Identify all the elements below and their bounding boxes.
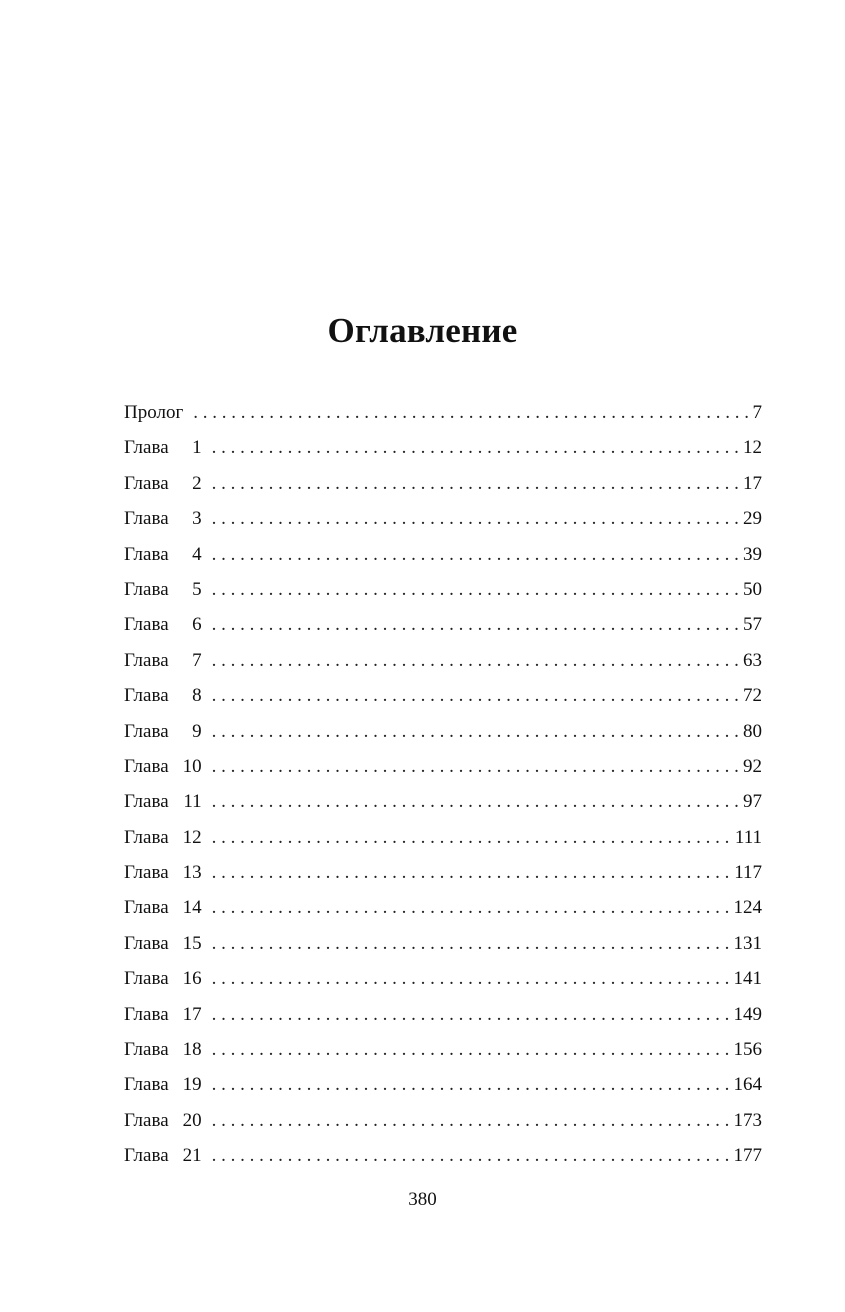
toc-entry-title: Глава <box>124 932 169 954</box>
dot-leader <box>212 607 741 642</box>
toc-entry-page: 141 <box>733 968 762 990</box>
toc-entry-number: 12 <box>182 826 202 848</box>
dot-leader <box>212 961 732 996</box>
toc-entry-number: 2 <box>192 472 202 494</box>
toc-entry-chapter[interactable] <box>124 430 762 465</box>
toc-entry-chapter[interactable] <box>124 890 762 925</box>
toc-entry-number: 15 <box>182 932 202 954</box>
toc-entry-number: 16 <box>182 968 202 990</box>
toc-entry-label <box>124 678 202 713</box>
toc-entry-page: 177 <box>733 1145 762 1167</box>
toc-entry-title: Глава <box>124 897 169 919</box>
toc-entry-chapter[interactable] <box>124 784 762 819</box>
toc-entry-label <box>124 572 202 607</box>
toc-entry-label <box>124 501 202 536</box>
page-number: 380 <box>408 1189 437 1210</box>
toc-entry-chapter[interactable] <box>124 749 762 784</box>
toc-entry-page: 156 <box>733 1039 762 1061</box>
toc-entry-title: Пролог <box>124 402 184 423</box>
toc-entry-label <box>124 961 202 996</box>
toc-entry-label <box>124 1103 202 1138</box>
toc-entry-label <box>124 784 202 819</box>
toc-entry-label <box>124 997 202 1032</box>
toc-entry-label <box>124 1032 202 1067</box>
toc-entry-title: Глава <box>124 1109 169 1131</box>
toc-entry-page: 111 <box>734 826 762 848</box>
toc-entry-title: Глава <box>124 1074 169 1096</box>
toc-entry-chapter[interactable] <box>124 926 762 961</box>
toc-entry-label <box>124 607 202 642</box>
toc-entry-number: 19 <box>182 1074 202 1096</box>
toc-entry-chapter[interactable] <box>124 466 762 501</box>
toc-entry-page: 131 <box>733 932 762 954</box>
toc-entry-label <box>124 537 202 572</box>
toc-entry-title: Глава <box>124 968 169 990</box>
toc-entry-label <box>124 643 202 678</box>
dot-leader <box>212 1103 732 1138</box>
toc-entry-title: Глава <box>124 791 169 813</box>
toc-entry-label <box>124 820 202 855</box>
toc-entry-number: 5 <box>192 578 202 600</box>
dot-leader <box>212 466 741 501</box>
toc-entry-page: 63 <box>743 649 762 671</box>
dot-leader <box>212 430 741 465</box>
toc-entry-number: 13 <box>182 862 202 884</box>
toc-entry-label <box>124 855 202 890</box>
toc-entry-label <box>124 466 202 501</box>
toc-entry-title: Глава <box>124 472 169 494</box>
toc-entry-number: 3 <box>192 508 202 530</box>
toc-entry-title: Глава <box>124 543 169 565</box>
toc-entry-chapter[interactable] <box>124 1032 762 1067</box>
toc-entry-number: 18 <box>182 1039 202 1061</box>
toc-entry-page: 39 <box>743 543 762 565</box>
toc-entry-title: Глава <box>124 720 169 742</box>
toc-entry-number: 10 <box>182 755 202 777</box>
toc-entry-chapter[interactable] <box>124 572 762 607</box>
toc-entry-chapter[interactable] <box>124 855 762 890</box>
toc-entry-chapter[interactable] <box>124 714 762 749</box>
toc-entry-page: 72 <box>743 685 762 707</box>
toc-entry-number: 8 <box>192 685 202 707</box>
dot-leader <box>212 1032 732 1067</box>
toc-entry-page: 173 <box>733 1109 762 1131</box>
toc-entry-page: 7 <box>752 402 762 423</box>
dot-leader <box>212 572 741 607</box>
dot-leader <box>212 997 732 1032</box>
toc-entry-label <box>124 430 202 465</box>
toc-entry-title: Глава <box>124 755 169 777</box>
toc-entry-chapter[interactable] <box>124 820 762 855</box>
dot-leader <box>212 1138 732 1173</box>
toc-entry-page: 149 <box>733 1003 762 1025</box>
toc-entry-title: Глава <box>124 614 169 636</box>
toc-entry-number: 17 <box>182 1003 202 1025</box>
toc-entry-chapter[interactable] <box>124 537 762 572</box>
toc-entry-chapter[interactable] <box>124 607 762 642</box>
toc-entry-number: 21 <box>182 1145 202 1167</box>
dot-leader <box>212 749 741 784</box>
table-of-contents <box>124 395 762 1174</box>
toc-entry-label <box>124 926 202 961</box>
toc-entry-title: Глава <box>124 437 169 459</box>
toc-entry-chapter[interactable] <box>124 961 762 996</box>
toc-entry-label <box>124 749 202 784</box>
toc-entry-number: 1 <box>192 437 202 459</box>
dot-leader <box>212 926 732 961</box>
toc-entry-title: Глава <box>124 1003 169 1025</box>
toc-entry-page: 164 <box>733 1074 762 1096</box>
dot-leader <box>212 784 741 819</box>
toc-entry-page: 97 <box>743 791 762 813</box>
toc-entry-number: 7 <box>192 649 202 671</box>
toc-entry-page: 50 <box>743 578 762 600</box>
dot-leader <box>212 537 741 572</box>
toc-entry-title: Глава <box>124 578 169 600</box>
toc-entry-prologue[interactable] <box>124 395 762 430</box>
toc-entry-chapter[interactable] <box>124 1067 762 1102</box>
dot-leader <box>212 714 741 749</box>
dot-leader <box>212 890 732 925</box>
dot-leader <box>212 820 733 855</box>
dot-leader <box>212 643 741 678</box>
toc-entry-number: 9 <box>192 720 202 742</box>
toc-entry-chapter[interactable] <box>124 643 762 678</box>
toc-entry-label <box>124 395 183 430</box>
toc-entry-page: 80 <box>743 720 762 742</box>
toc-entry-title: Глава <box>124 1039 169 1061</box>
toc-entry-title: Глава <box>124 862 169 884</box>
toc-entry-page: 57 <box>743 614 762 636</box>
toc-entry-title: Глава <box>124 649 169 671</box>
toc-entry-page: 124 <box>733 897 762 919</box>
toc-entry-chapter[interactable] <box>124 997 762 1032</box>
toc-entry-chapter[interactable] <box>124 1103 762 1138</box>
dot-leader <box>212 855 733 890</box>
toc-entry-title: Глава <box>124 1145 169 1167</box>
toc-entry-page: 17 <box>743 472 762 494</box>
dot-leader <box>193 395 750 430</box>
toc-entry-page: 12 <box>743 437 762 459</box>
toc-entry-label <box>124 1138 202 1173</box>
toc-entry-label <box>124 714 202 749</box>
toc-entry-number: 4 <box>192 543 202 565</box>
dot-leader <box>212 501 741 536</box>
page-title: Оглавление <box>327 311 518 350</box>
toc-entry-number: 6 <box>192 614 202 636</box>
toc-entry-label <box>124 890 202 925</box>
toc-entry-title: Глава <box>124 508 169 530</box>
toc-entry-title: Глава <box>124 826 169 848</box>
toc-entry-title: Глава <box>124 685 169 707</box>
toc-entry-page: 92 <box>743 755 762 777</box>
toc-entry-page: 29 <box>743 508 762 530</box>
toc-entry-chapter[interactable] <box>124 678 762 713</box>
toc-entry-number: 11 <box>183 791 202 813</box>
dot-leader <box>212 678 741 713</box>
toc-entry-label <box>124 1067 202 1102</box>
toc-entry-number: 20 <box>182 1109 202 1131</box>
toc-entry-chapter[interactable] <box>124 501 762 536</box>
toc-entry-number: 14 <box>182 897 202 919</box>
toc-entry-chapter[interactable] <box>124 1138 762 1173</box>
dot-leader <box>212 1067 732 1102</box>
toc-entry-page: 117 <box>734 862 762 884</box>
